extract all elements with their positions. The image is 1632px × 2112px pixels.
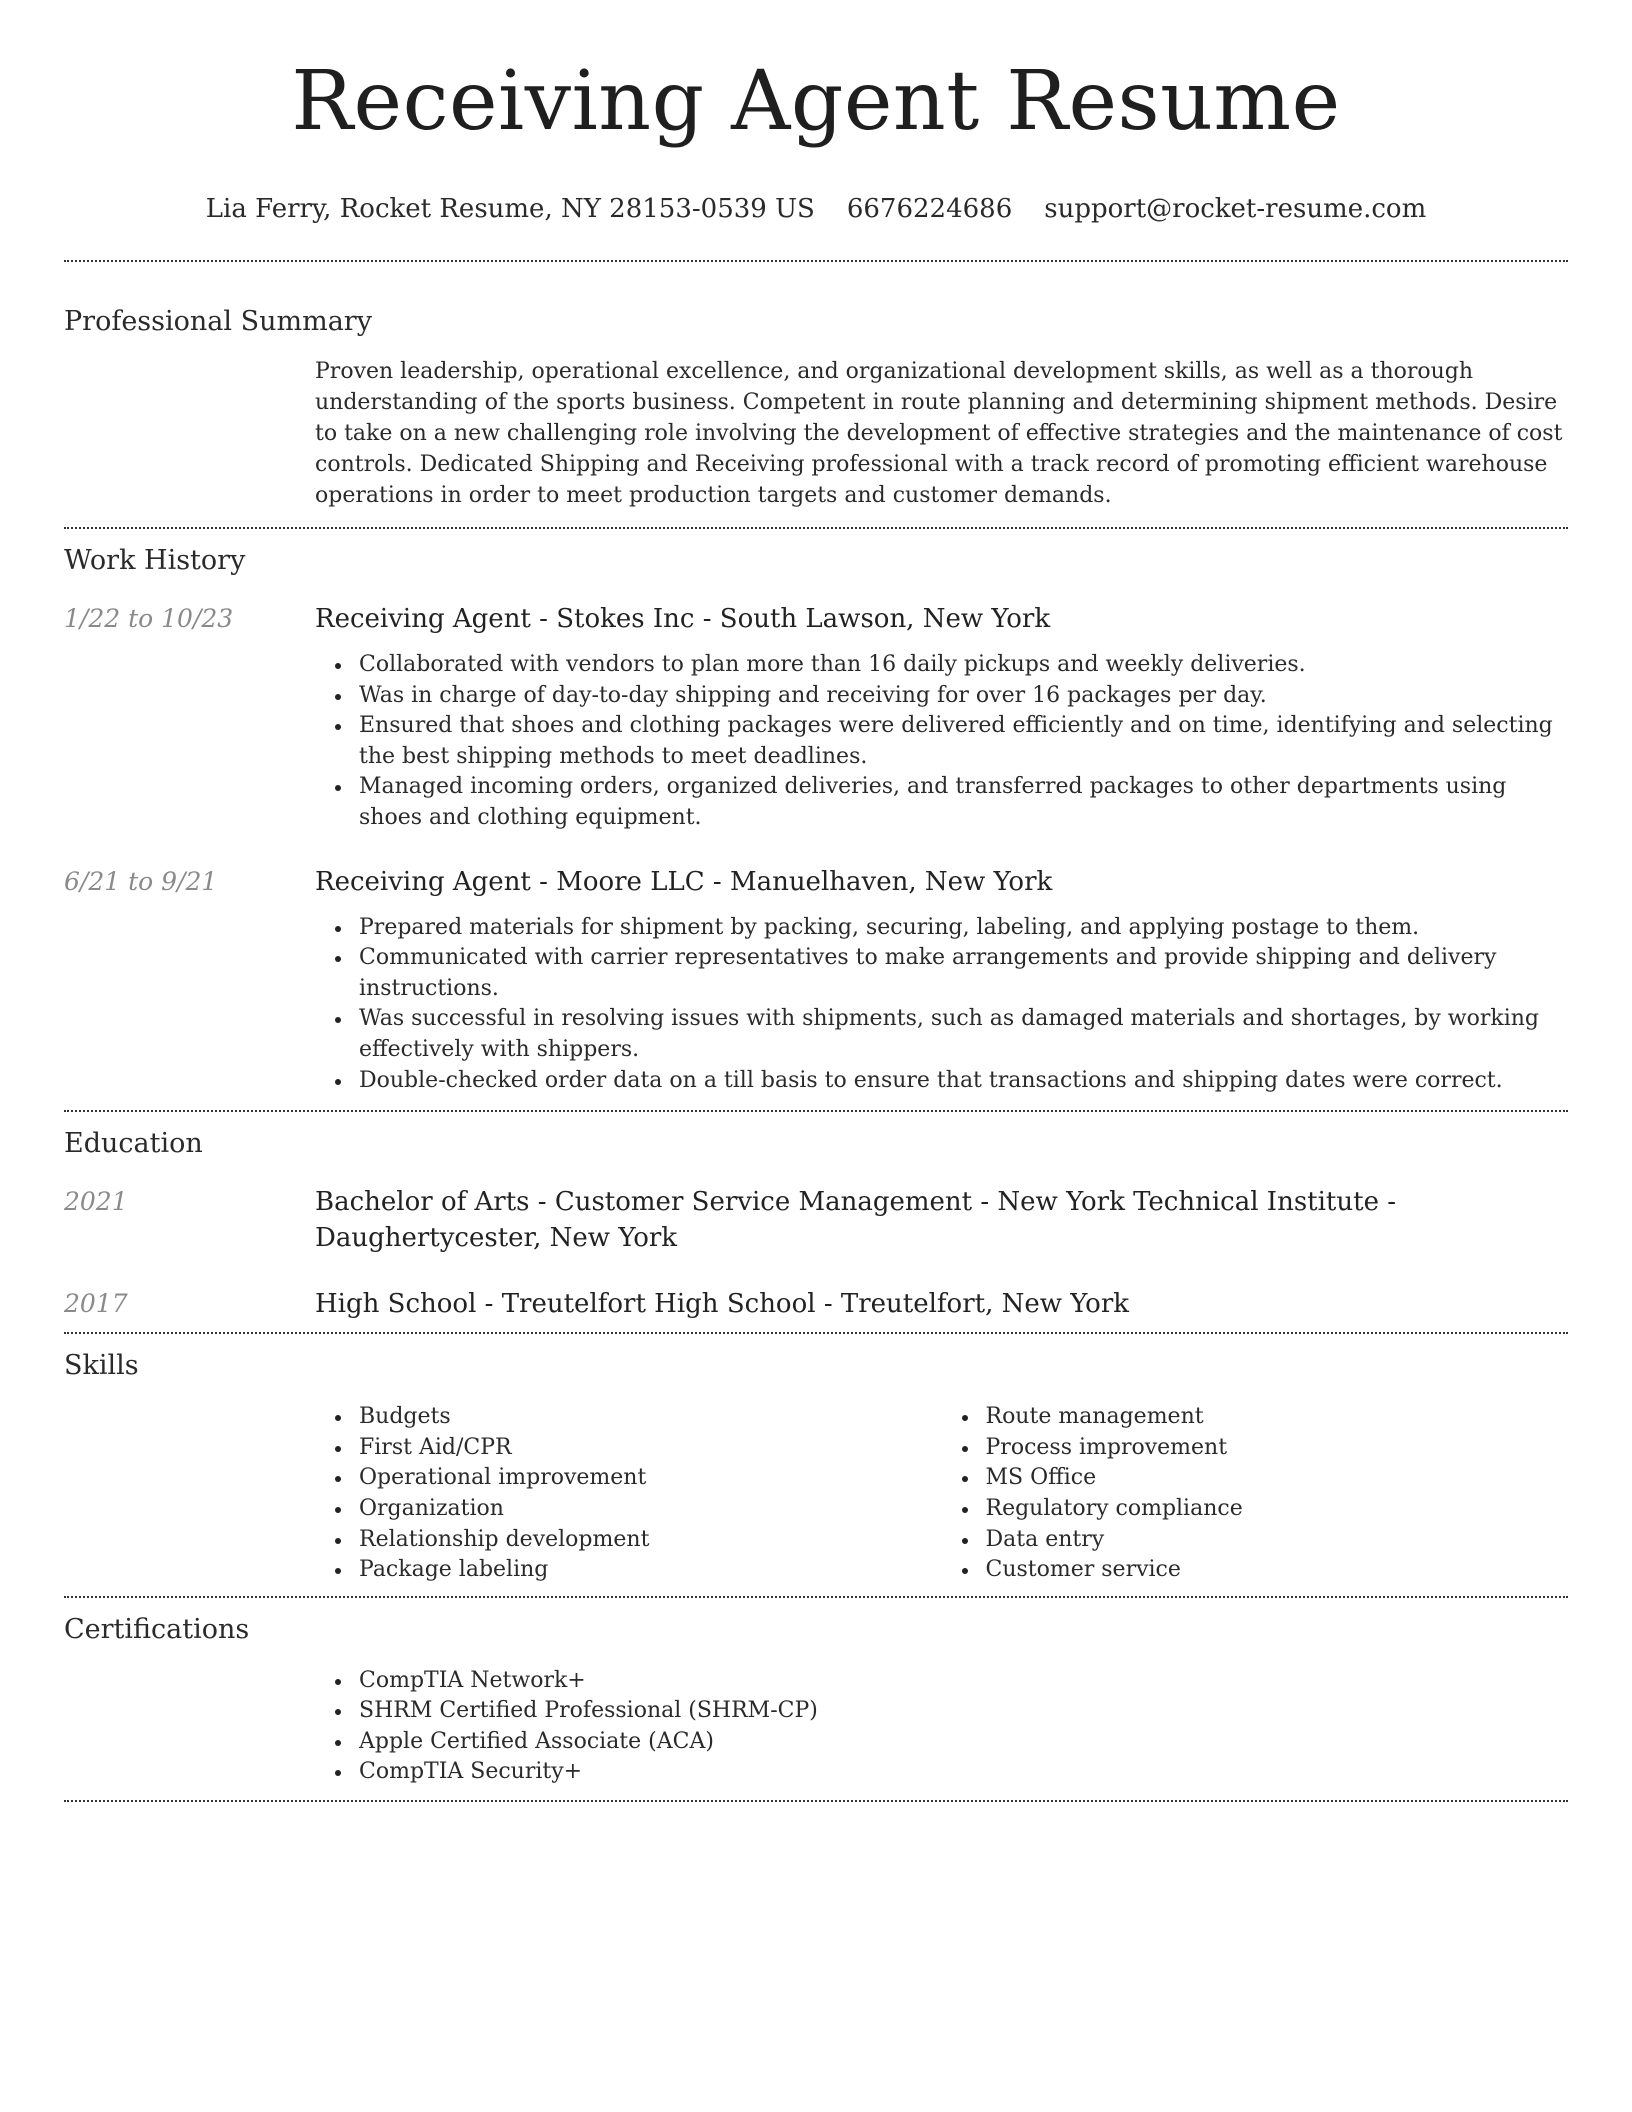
job-dates: 1/22 to 10/23	[64, 604, 234, 633]
contact-line	[64, 192, 1568, 226]
certifications-list	[315, 1666, 1568, 1788]
job-bullet: Ensured that shoes and clothing packages were delivered efficiently and on time, identifying and selecting the best shipping methods to meet deadlines.	[359, 711, 1568, 772]
summary-section	[64, 304, 1568, 511]
skill-item: Process improvement	[986, 1433, 1569, 1464]
education-school: - Treutelfort High School - Treutelfort, New York	[476, 1289, 1130, 1320]
education-section	[64, 1112, 1568, 1332]
skill-item: Customer service	[986, 1555, 1569, 1586]
job-bullet: Was in charge of day-to-day shipping and receiving for over 16 packages per day.	[359, 681, 1568, 712]
skills-section	[64, 1334, 1568, 1596]
job-bullet: Prepared materials for shipment by packing, securing, labeling, and applying postage to them.	[359, 913, 1568, 944]
education-degree: High School	[315, 1289, 477, 1320]
contact-email: support@rocket-resume.com	[1044, 194, 1427, 224]
work-history-section	[64, 529, 1568, 1110]
education-year: 2021	[64, 1187, 128, 1217]
skill-item: MS Office	[986, 1463, 1569, 1494]
job-bullet: Managed incoming orders, organized deliveries, and transferred packages to other departments using shoes and clothing equipment.	[359, 772, 1568, 833]
section-divider	[64, 1800, 1568, 1802]
job-dates: 6/21 to 9/21	[64, 866, 218, 896]
skills-list-left	[315, 1402, 942, 1586]
education-year: 2017	[64, 1289, 128, 1319]
job-bullet: Communicated with carrier representatives to make arrangements and provide shipping and delivery instructions.	[359, 943, 1568, 1004]
job-entry	[64, 601, 1568, 834]
skill-item: First Aid/CPR	[359, 1433, 942, 1464]
skill-item: Organization	[359, 1494, 942, 1525]
skills-list-right	[942, 1402, 1569, 1586]
job-title: Receiving Agent - Stokes Inc - South Lawson, New York	[315, 604, 1051, 634]
education-entry	[64, 1286, 1568, 1322]
education-heading: Education	[64, 1128, 203, 1160]
job-bullet: Collaborated with vendors to plan more than 16 daily pickups and weekly deliveries.	[359, 650, 1568, 681]
contact-address: Lia Ferry, Rocket Resume, NY 28153-0539 US	[205, 194, 815, 224]
resume-title: Receiving Agent Resume	[291, 54, 1341, 149]
education-entry	[64, 1184, 1568, 1256]
certification-item: Apple Certified Associate (ACA)	[359, 1727, 1568, 1758]
certification-item: CompTIA Network+	[359, 1666, 1568, 1697]
job-bullets	[315, 913, 1568, 1097]
skill-item: Regulatory compliance	[986, 1494, 1569, 1525]
certifications-heading: Certifications	[64, 1613, 250, 1645]
education-degree: Bachelor of Arts - Customer Service Management	[315, 1187, 973, 1218]
skills-heading: Skills	[64, 1350, 139, 1382]
certifications-section	[64, 1598, 1568, 1800]
job-entry	[64, 864, 1568, 1097]
skill-item: Route management	[986, 1402, 1569, 1433]
education-school: - New York Technical Institute - Daughertycester, New York	[315, 1187, 1397, 1254]
job-bullet: Was successful in resolving issues with shipments, such as damaged materials and shortages, by working effectively with shippers.	[359, 1004, 1568, 1065]
job-bullets	[315, 650, 1568, 834]
section-divider	[64, 260, 1568, 262]
summary-text: Proven leadership, operational excellence, and organizational development skills, as well as a thorough understanding of the sports business. Competent in route planning and determining shipment methods. Desire to take on a new challenging role involving the development of effective strategies and the maintenance of cost controls. Dedicated Shipping and Receiving professional with a track record of promoting efficient warehouse operations in order to meet production targets and customer demands.	[315, 359, 1563, 508]
summary-heading: Professional Summary	[64, 306, 372, 337]
certification-item: SHRM Certified Professional (SHRM-CP)	[359, 1696, 1568, 1727]
skill-item: Budgets	[359, 1402, 942, 1433]
skill-item: Operational improvement	[359, 1463, 942, 1494]
certification-item: CompTIA Security+	[359, 1757, 1568, 1788]
skill-item: Data entry	[986, 1525, 1569, 1556]
work-history-heading: Work History	[64, 545, 246, 576]
job-bullet: Double-checked order data on a till basis to ensure that transactions and shipping dates were correct.	[359, 1066, 1568, 1097]
contact-phone: 6676224686	[846, 194, 1013, 224]
job-title: Receiving Agent - Moore LLC - Manuelhaven, New York	[315, 866, 1053, 897]
skill-item: Relationship development	[359, 1525, 942, 1556]
skill-item: Package labeling	[359, 1555, 942, 1586]
